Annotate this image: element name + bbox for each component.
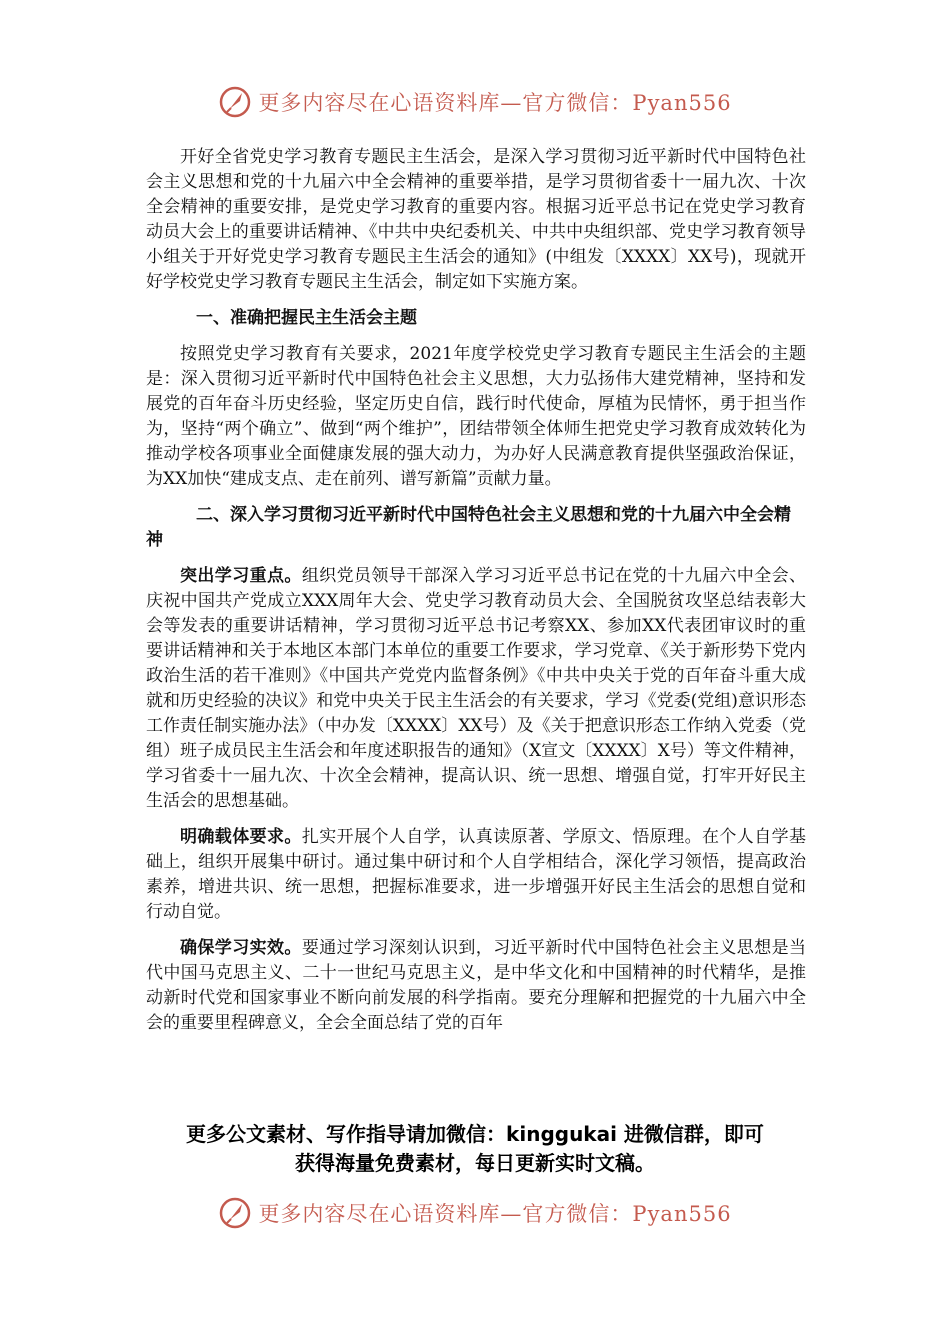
section-heading-2: 二、深入学习贯彻习近平新时代中国特色社会主义思想和党的十九届六中全会精神 xyxy=(146,505,791,550)
carrier-requirements-text: 扎实开展个人自学，认真读原著、学原文、悟原理。在个人自学基础上，组织开展集中研讨。通过集中研讨和个人自学相结合，深化学习领悟，提高政治素养，增进共识、统一思想，把握标准要求，进一步增强开好民主生活会的思想自觉和行动自觉。 xyxy=(146,827,807,922)
feather-pen-icon xyxy=(218,1196,252,1230)
document-body xyxy=(146,145,806,1047)
carrier-requirements-paragraph xyxy=(146,825,806,925)
banner-text: 更多内容尽在心语资料库—官方微信：Pyan556 xyxy=(258,1202,732,1226)
feather-pen-icon xyxy=(218,85,252,119)
header-banner xyxy=(0,82,950,122)
footer-advert xyxy=(110,1120,840,1178)
banner-text: 更多内容尽在心语资料库—官方微信：Pyan556 xyxy=(258,91,732,115)
study-focus-lead: 突出学习重点。 xyxy=(180,566,302,586)
study-effect-lead: 确保学习实效。 xyxy=(180,938,302,958)
study-focus-text: 组织党员领导干部深入学习习近平总书记在党的十九届六中全会、庆祝中国共产党成立XXX周年大会、党史学习教育动员大会、全国脱贫攻坚总结表彰大会等发表的重要讲话精神，学习贯彻习近平总书记考察XX、参加XX代表团审议时的重要讲话精神和关于本地区本部门本单位的重要工作要求，学习党章、《关于新形势下党内政治生活的若干准则》《中国共产党党内监督条例》《中共中央关于党的百年奋斗重大成就和历史经验的决议》和党中央关于民主生活会的有关要求，学习《党委(党组)意识形态工作责任制实施办法》（中办发〔XXXX〕XX号）及《关于把意识形态工作纳入党委（党组）班子成员民主生活会和年度述职报告的通知》（X宣文〔XXXX〕X号）等文件精神，学习省委十一届九次、十次全会精神，提高认识、统一思想、增强自觉，打牢开好民主生活会的思想基础。 xyxy=(146,566,807,811)
study-effect-text: 要通过学习深刻认识到，习近平新时代中国特色社会主义思想是当代中国马克思主义、二十一世纪马克思主义，是中华文化和中国精神的时代精华，是推动新时代党和国家事业不断向前发展的科学指南。要充分理解和把握党的十九届六中全会的重要里程碑意义，全会全面总结了党的百年 xyxy=(146,938,807,1033)
footer-advert-line-1: 更多公文素材、写作指导请加微信：kinggukai 进微信群，即可 xyxy=(186,1122,764,1146)
intro-paragraph: 开好全省党史学习教育专题民主生活会，是深入学习贯彻习近平新时代中国特色社会主义思想和党的十九届六中全会精神的重要举措，是学习贯彻省委十一届九次、十次全会精神的重要安排，是党史学习教育的重要内容。根据习近平总书记在党史学习教育动员大会上的重要讲话精神、《中共中央纪委机关、中共中央组织部、党史学习教育领导小组关于开好党史学习教育专题民主生活会的通知》(中组发〔XXXX〕XX号)，现就开好学校党史学习教育专题民主生活会，制定如下实施方案。 xyxy=(146,147,806,292)
section-1-paragraph: 按照党史学习教育有关要求，2021年度学校党史学习教育专题民主生活会的主题是：深入贯彻习近平新时代中国特色社会主义思想，大力弘扬伟大建党精神，坚持和发展党的百年奋斗历史经验，坚定历史自信，践行时代使命，厚植为民情怀，勇于担当作为，坚持“两个确立”、做到“两个维护”，团结带领全体师生把党史学习教育成效转化为推动学校各项事业全面健康发展的强大动力，为办好人民满意教育提供坚强政治保证，为XX加快“建成支点、走在前列、谱写新篇”贡献力量。 xyxy=(146,344,806,489)
study-focus-paragraph xyxy=(146,564,806,814)
section-heading-1: 一、准确把握民主生活会主题 xyxy=(196,308,417,328)
carrier-requirements-lead: 明确载体要求。 xyxy=(180,827,302,847)
study-effect-paragraph xyxy=(146,936,806,1036)
footer-advert-line-2: 获得海量免费素材，每日更新实时文稿。 xyxy=(295,1151,655,1175)
footer-banner xyxy=(0,1193,950,1233)
